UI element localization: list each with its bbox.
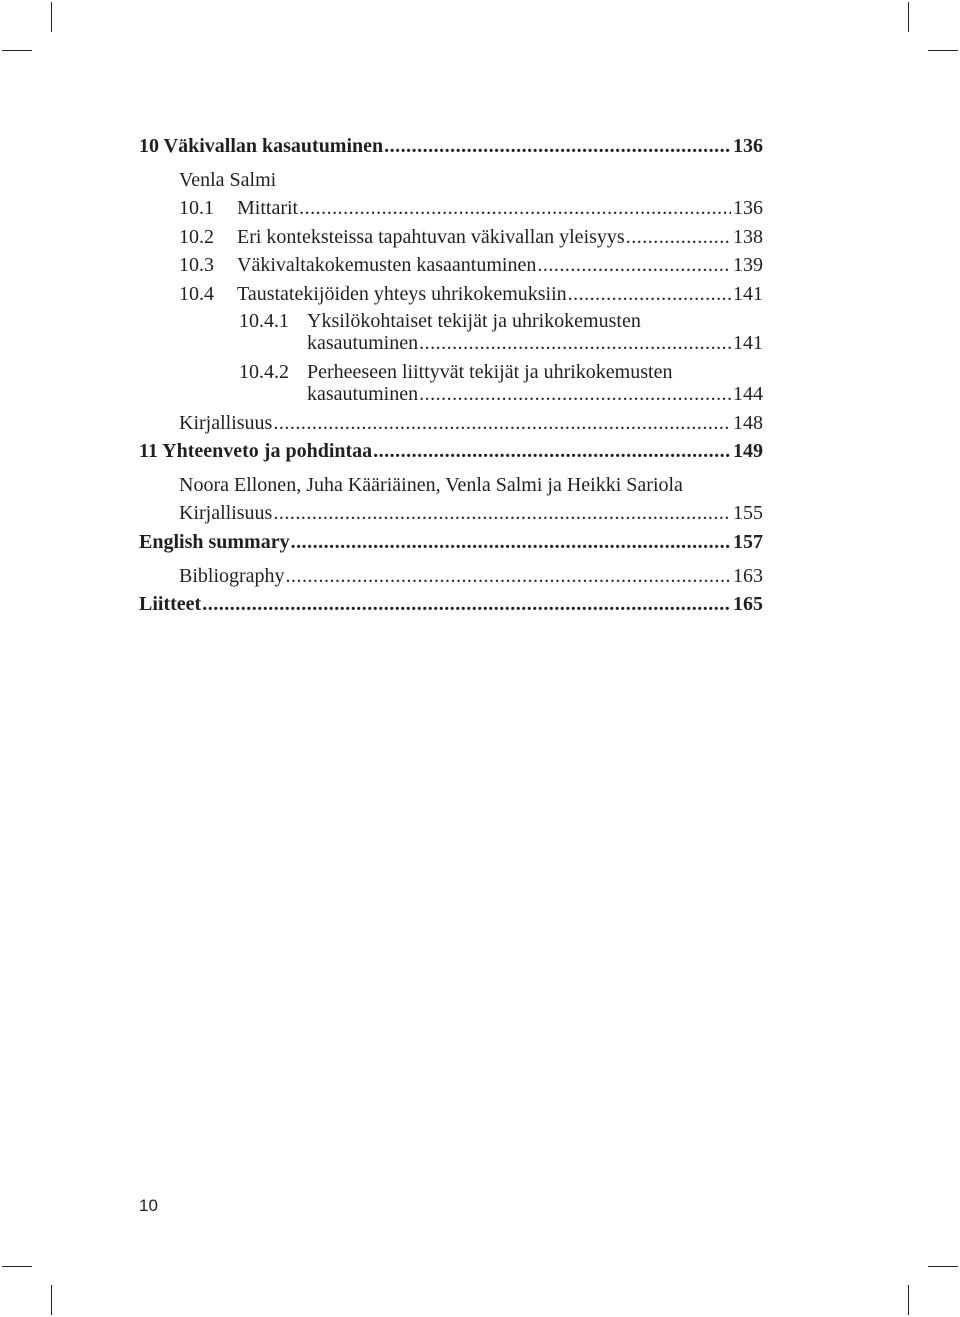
toc-title: 11 Yhteenveto ja pohdintaa xyxy=(139,440,373,462)
toc-page: 138 xyxy=(733,226,763,248)
toc-chapter-10[interactable] xyxy=(139,134,763,158)
toc-number: 10.3 xyxy=(179,254,214,276)
toc-chapter-11[interactable] xyxy=(139,439,763,463)
dot-leader xyxy=(384,134,731,158)
toc-page: 155 xyxy=(733,502,763,524)
toc-section-10-4[interactable] xyxy=(179,282,763,306)
dot-leader xyxy=(273,411,731,435)
toc-title-continued: kasautuminen xyxy=(307,383,419,405)
toc-page: 139 xyxy=(733,254,763,276)
toc-number: 10.4.1 xyxy=(239,310,289,332)
toc-title: Taustatekijöiden yhteys uhrikokemuksiin xyxy=(237,283,567,305)
dot-leader xyxy=(419,383,731,405)
toc-title: Perheeseen liittyvät tekijät ja uhrikokemusten xyxy=(307,361,673,383)
crop-mark xyxy=(928,50,958,51)
dot-leader xyxy=(286,564,731,588)
toc-page: 163 xyxy=(733,565,763,587)
toc-title: 10 Väkivallan kasautuminen xyxy=(139,135,384,157)
toc-title: English summary xyxy=(139,531,290,553)
dot-leader xyxy=(419,332,731,354)
crop-mark xyxy=(51,2,52,32)
toc-title: Mittarit xyxy=(237,197,299,219)
page-number: 10 xyxy=(139,1196,158,1215)
toc-number: 10.4 xyxy=(179,283,214,305)
toc-section-10-3[interactable] xyxy=(179,253,763,277)
toc-subsection-10-4-2[interactable] xyxy=(239,361,763,405)
toc-english-summary[interactable] xyxy=(139,530,763,554)
dot-leader xyxy=(291,530,731,554)
dot-leader xyxy=(202,592,731,616)
dot-leader xyxy=(299,196,731,220)
toc-title: Bibliography xyxy=(179,565,285,587)
crop-mark xyxy=(908,1285,909,1315)
toc-appendices[interactable] xyxy=(139,592,763,616)
toc-page: 136 xyxy=(733,135,763,157)
toc-number: 10.4.2 xyxy=(239,361,289,383)
dot-leader xyxy=(273,501,731,525)
toc-title: Eri konteksteissa tapahtuvan väkivallan yleisyys xyxy=(237,226,625,248)
toc-title: Liitteet xyxy=(139,593,202,615)
dot-leader xyxy=(568,282,731,306)
toc-subsection-10-4-1[interactable] xyxy=(239,310,763,354)
toc-page: 165 xyxy=(733,593,763,615)
toc-page: 136 xyxy=(733,197,763,219)
toc-title: Yksilökohtaiset tekijät ja uhrikokemusten xyxy=(307,310,641,332)
toc-title: Väkivaltakokemusten kasaantuminen xyxy=(237,254,537,276)
toc-title: Kirjallisuus xyxy=(179,502,273,524)
toc-page: 144 xyxy=(733,383,763,405)
toc-bibliography[interactable] xyxy=(179,564,763,588)
crop-mark xyxy=(908,2,909,32)
crop-mark xyxy=(51,1285,52,1315)
toc-author: Noora Ellonen, Juha Kääriäinen, Venla Salmi ja Heikki Sariola xyxy=(179,474,683,496)
crop-mark xyxy=(928,1266,958,1267)
toc-page: 141 xyxy=(733,332,763,354)
toc-section-10-1[interactable] xyxy=(179,196,763,220)
toc-references-11[interactable] xyxy=(179,501,763,525)
toc-number: 10.2 xyxy=(179,226,214,248)
crop-mark xyxy=(2,1266,32,1267)
toc-references-10[interactable] xyxy=(179,411,763,435)
dot-leader xyxy=(626,225,731,249)
toc-number: 10.1 xyxy=(179,197,214,219)
crop-mark xyxy=(2,50,32,51)
toc-page: 149 xyxy=(733,440,763,462)
toc-title: Kirjallisuus xyxy=(179,412,273,434)
toc-page: 157 xyxy=(733,531,763,553)
toc-title-continued: kasautuminen xyxy=(307,332,419,354)
toc-page: 141 xyxy=(733,283,763,305)
dot-leader xyxy=(373,439,731,463)
toc-section-10-2[interactable] xyxy=(179,225,763,249)
toc-author: Venla Salmi xyxy=(179,169,277,191)
dot-leader xyxy=(537,253,731,277)
toc-page: 148 xyxy=(733,412,763,434)
